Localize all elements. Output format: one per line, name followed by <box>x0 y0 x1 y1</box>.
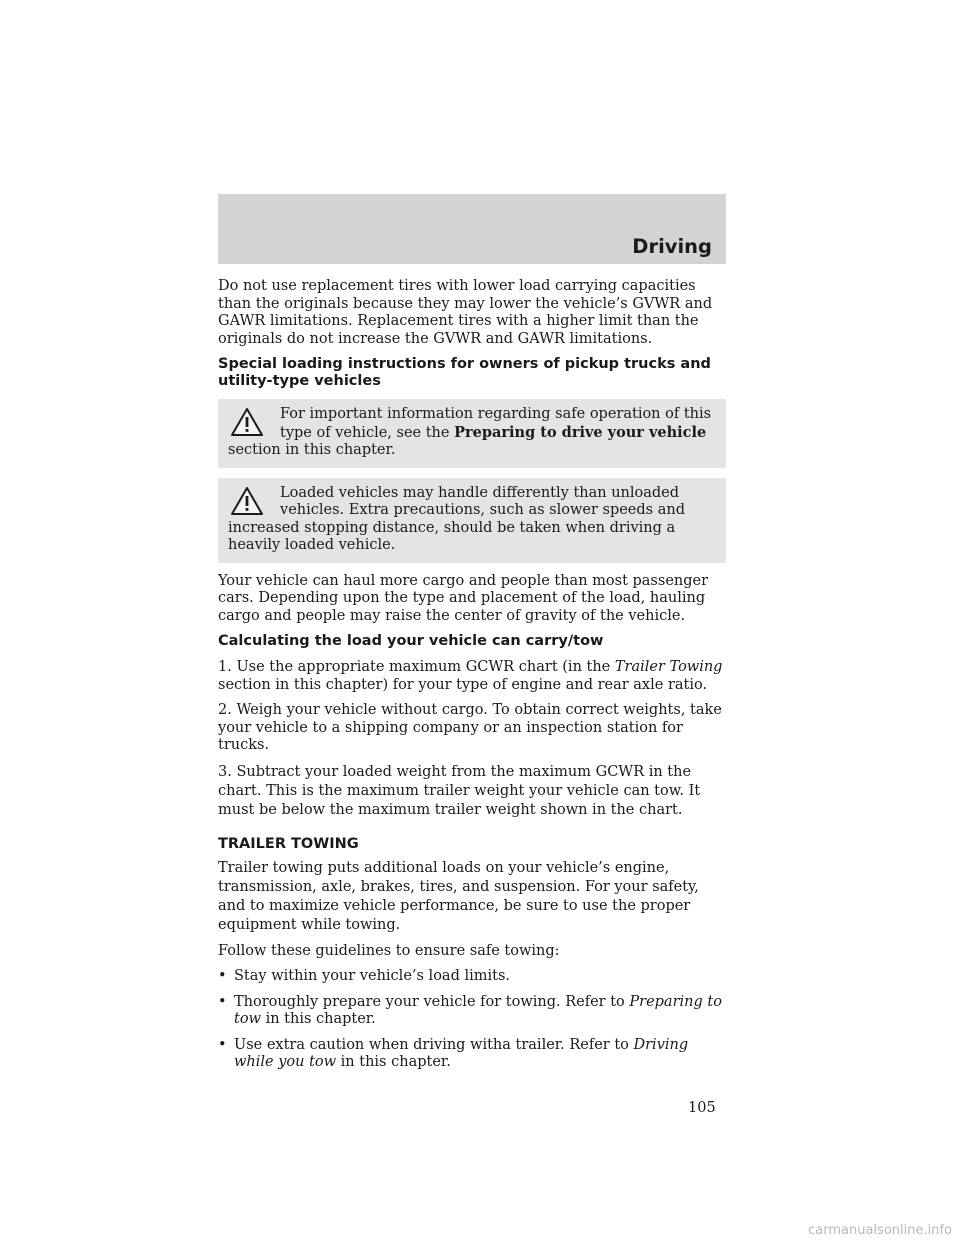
step-3: 3. Subtract your loaded weight from the maximum GCWR in the chart. This is the maximum trailer weight your vehicle can tow. It must be below the maximum trailer weight shown in the chart. <box>218 763 701 818</box>
guidelines-intro: Follow these guidelines to ensure safe towing: <box>218 942 560 959</box>
warning-triangle-icon <box>230 407 264 437</box>
trailer-towing-paragraph: Trailer towing puts additional loads on your vehicle’s engine, transmission, axle, brakes, tires, and suspension. For your safety, and to maximize vehicle performance, be sure to use the proper equipment while towing. <box>218 859 699 933</box>
warning-triangle-icon <box>230 486 264 516</box>
bullet-dot: • <box>218 993 227 1010</box>
special-loading-heading: Special loading instructions for owners of pickup trucks and utility-type vehicles <box>218 356 711 389</box>
page-content <box>218 278 726 1080</box>
header-band <box>218 194 726 264</box>
watermark: carmanualsonline.info <box>808 1223 952 1238</box>
warning-2-text: Loaded vehicles may handle differently than unloaded vehicles. Extra precautions, such as slower speeds and increased stopping distance, should be taken when driving a heavily loaded vehicle. <box>228 484 685 553</box>
calculating-heading: Calculating the load your vehicle can carry/tow <box>218 633 604 649</box>
bullet-2-text: Thoroughly prepare your vehicle for towing. Refer to Preparing to tow in this chapter. <box>234 993 722 1027</box>
step-2: 2. Weigh your vehicle without cargo. To obtain correct weights, take your vehicle to a shipping company or an inspection station for trucks. <box>218 702 722 753</box>
bullet-1-text: Stay within your vehicle’s load limits. <box>234 968 510 984</box>
bullet-3-text: Use extra caution when driving witha trailer. Refer to Driving while you tow in this chapter. <box>234 1036 689 1070</box>
list-item <box>218 1037 726 1072</box>
step-1: 1. Use the appropriate maximum GCWR chart (in the Trailer Towing section in this chapter) for your type of engine and rear axle ratio. <box>218 659 723 693</box>
bullet-dot: • <box>218 1036 227 1053</box>
warning-1-text: For important information regarding safe operation of this type of vehicle, see the Preparing to drive your vehicle section in this chapter. <box>228 406 712 458</box>
warning-box-1 <box>218 399 726 468</box>
trailer-towing-heading: TRAILER TOWING <box>218 835 359 852</box>
section-title: Driving <box>632 235 712 258</box>
warning-1-emphasis: Preparing to drive your vehicle <box>454 423 707 441</box>
bullet-dot: • <box>218 968 227 984</box>
list-item <box>218 968 726 986</box>
intro-paragraph: Do not use replacement tires with lower load carrying capacities than the originals because they may lower the vehicle’s GVWR and GAWR limitations. Replacement tires with a higher limit than the originals do not increase the GVWR and GAWR limitations. <box>218 278 713 347</box>
cargo-paragraph: Your vehicle can haul more cargo and people than most passenger cars. Depending upon the type and placement of the load, hauling cargo and people may raise the center of gravity of the vehicle. <box>218 572 709 624</box>
warning-box-2 <box>218 478 726 563</box>
list-item <box>218 994 726 1029</box>
page-number: 105 <box>688 1100 716 1116</box>
